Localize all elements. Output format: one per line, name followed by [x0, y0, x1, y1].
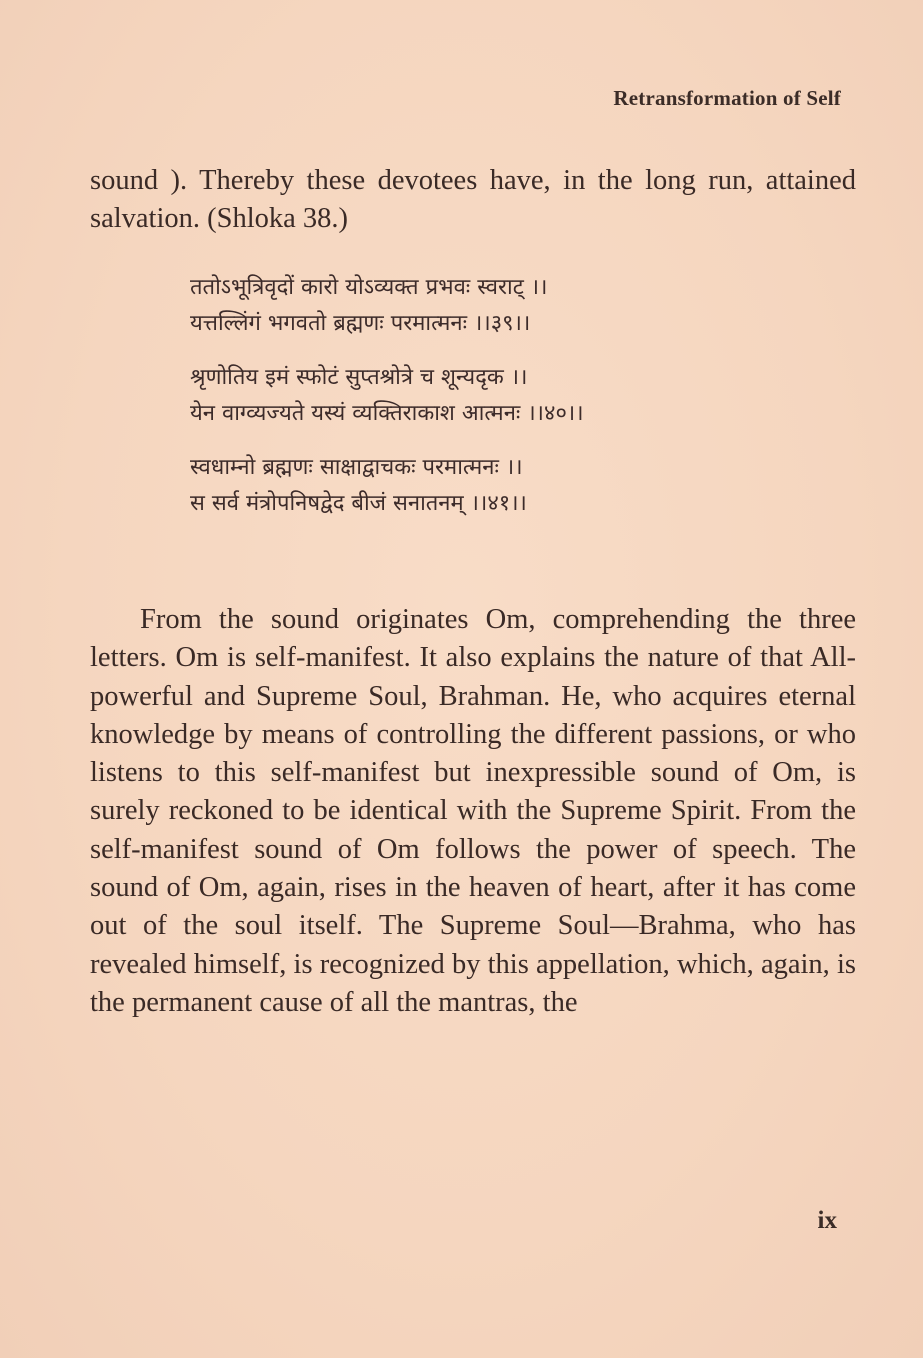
verse-line: स्वधाम्नो ब्रह्मणः साक्षाद्वाचकः परमात्मनः ।। — [190, 455, 523, 480]
verse-line: येन वाग्व्यज्यते यस्यं व्यक्तिराकाश आत्मनः ।।४०।। — [190, 401, 584, 426]
verse-line: ततोऽभूत्रिवृदों कारो योऽव्यक्त प्रभवः स्वराट् ।। — [190, 275, 548, 300]
page-number: ix — [817, 1207, 837, 1234]
commentary-text: From the sound originates Om, comprehending the three letters. Om is self-manifest. It also explains the nature of that All-powerful and Supreme Soul, Brahman. He, who acquires eternal knowledge by means of controlling the different passions, or who listens to this self-manifest but inexpressible sound of Om, is surely reckoned to be identical with the Supreme Spirit. From the self-manifest sound of Om follows the power of speech. The sound of Om, again, rises in the heaven of heart, after it has come out of the soul itself. The Supreme Soul—Brahma, who has revealed himself, is recognized by this appellation, which, again, is the permanent cause of all the mantras, the — [90, 604, 856, 1018]
verse-41 — [190, 450, 830, 522]
verse-40 — [190, 360, 830, 432]
continuation-paragraph: sound ). Thereby these devotees have, in the long run, attained salvation. (Shloka 38.) — [90, 165, 856, 234]
verse-line: स सर्व मंत्रोपनिषद्वेद बीजं सनातनम् ।।४१।। — [190, 491, 527, 516]
verse-line: यत्तल्लिंगं भगवतो ब्रह्मणः परमात्मनः ।।३९।। — [190, 311, 531, 336]
sanskrit-verses — [190, 270, 830, 540]
verse-line: श्रृणोतिय इमं स्फोटं सुप्तश्रोत्रे च शून्यदृक ।। — [190, 365, 528, 390]
verse-39 — [190, 270, 830, 342]
running-head: Retransformation of Self — [613, 86, 841, 110]
commentary-paragraph — [90, 601, 856, 1022]
